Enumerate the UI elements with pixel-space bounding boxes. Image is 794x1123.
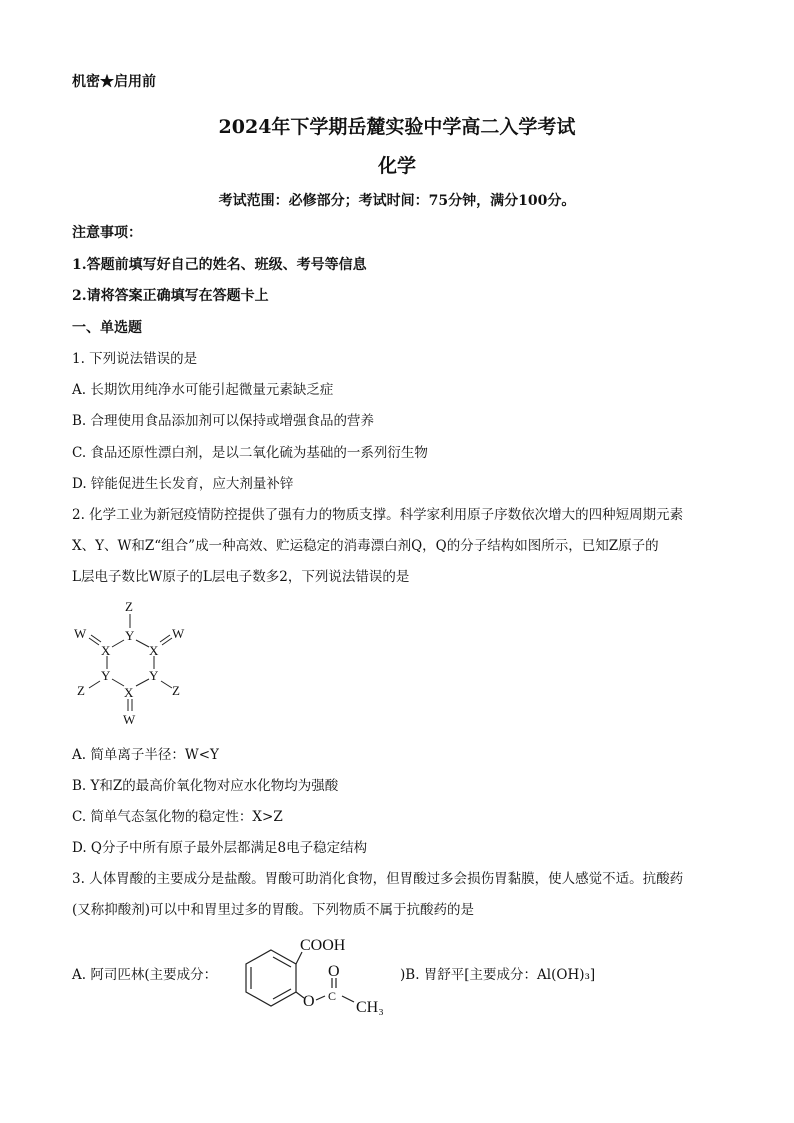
- aspirin-o-ring: O: [303, 993, 315, 1010]
- atom-w-bottom: W: [123, 712, 136, 727]
- section-title: 一、单选题: [72, 320, 142, 336]
- q2-stem-line-1: 2. 化学工业为新冠疫情防控提供了强有力的物质支撑。科学家利用原子序数依次增大的四种短周期元素: [72, 507, 684, 523]
- q3-option-a-suffix: )B. 胃舒平[主要成分：Al(OH)₃]: [400, 967, 596, 983]
- exam-title: 2024年下学期岳麓实验中学高二入学考试: [218, 116, 576, 138]
- q1-option-a: A. 长期饮用纯净水可能引起微量元素缺乏症: [72, 382, 334, 398]
- notes-heading: 注意事项：: [72, 225, 142, 241]
- atom-y-left: Y: [101, 668, 111, 683]
- note-item-1: 1.答题前填写好自己的姓名、班级、考号等信息: [72, 257, 367, 273]
- aspirin-atoms: [300, 937, 384, 1016]
- q1-option-d: D. 锌能促进生长发育，应大剂量补锌: [72, 476, 294, 492]
- aspirin-structure: [226, 930, 401, 1020]
- q3-option-a-prefix: A. 阿司匹林(主要成分：: [72, 967, 218, 983]
- atom-w-right: W: [172, 626, 185, 641]
- q1-option-b: B. 合理使用食品添加剂可以保持或增强食品的营养: [72, 413, 375, 429]
- aspirin-cooh: COOH: [300, 937, 346, 954]
- atom-y-right: Y: [149, 668, 159, 683]
- q2-stem-line-3: L层电子数比W原子的L层电子数多2，下列说法错误的是: [72, 569, 410, 585]
- atom-z-left: Z: [77, 683, 85, 698]
- atom-y-top: Y: [125, 628, 135, 643]
- q2-molecule-structure: [72, 598, 202, 728]
- atom-x-left: X: [101, 643, 111, 658]
- atom-w-left: W: [74, 626, 87, 641]
- exam-info: 考试范围：必修部分；考试时间：75分钟，满分100分。: [218, 193, 576, 209]
- atom-z-right: Z: [172, 683, 180, 698]
- q2-option-c: C. 简单气态氢化物的稳定性：X>Z: [72, 809, 283, 825]
- atom-x-bottom: X: [124, 685, 134, 700]
- q1-stem: 1. 下列说法错误的是: [72, 351, 198, 367]
- subject-title: 化学: [377, 155, 416, 177]
- aspirin-c: C: [328, 989, 337, 1003]
- q2-option-d: D. Q分子中所有原子最外层都满足8电子稳定结构: [72, 840, 368, 856]
- q3-stem-line-1: 3. 人体胃酸的主要成分是盐酸。胃酸可助消化食物，但胃酸过多会损伤胃黏膜，使人感觉不适。抗酸药: [72, 871, 684, 887]
- atom-x-right: X: [149, 643, 159, 658]
- q2-stem-line-2: X、Y、W和Z“组合”成一种高效、贮运稳定的消毒漂白剂Q，Q的分子结构如图所示，已知Z原子的: [72, 538, 659, 554]
- aspirin-o-top: O: [328, 963, 340, 980]
- atom-z-top: Z: [125, 599, 133, 614]
- secret-label: 机密★启用前: [72, 74, 156, 90]
- q2-option-b: B. Y和Z的最高价氧化物对应水化物均为强酸: [72, 778, 339, 794]
- q2-option-a: A. 简单离子半径：W<Y: [72, 747, 219, 763]
- aspirin-ch3: CH₃: [356, 999, 384, 1016]
- q3-stem-line-2: (又称抑酸剂)可以中和胃里过多的胃酸。下列物质不属于抗酸药的是: [72, 902, 475, 918]
- q1-option-c: C. 食品还原性漂白剂，是以二氧化硫为基础的一系列衍生物: [72, 445, 428, 461]
- note-item-2: 2.请将答案正确填写在答题卡上: [72, 288, 269, 304]
